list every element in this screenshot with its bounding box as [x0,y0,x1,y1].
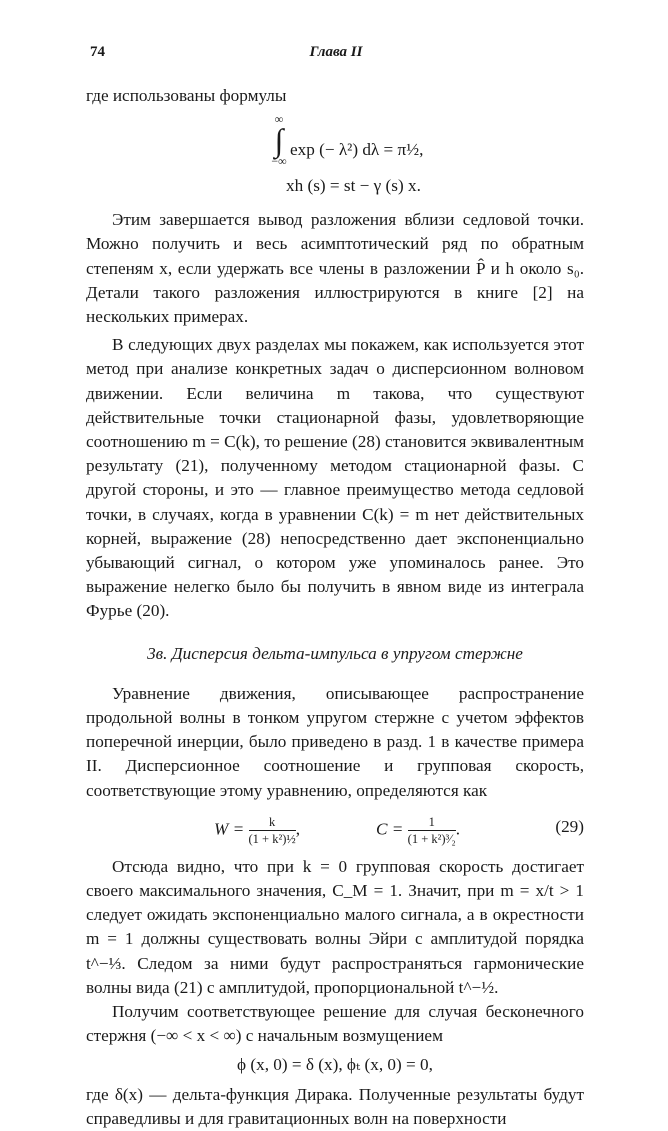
paragraph-5: Получим соответствующее решение для случая бесконечного стержня (−∞ < x < ∞) с начальным возмущением [86,1002,584,1046]
eq29-c-fraction [408,815,456,846]
equation-29-c [376,815,460,846]
equation-29 [86,805,584,853]
integral-sign: ∫ [274,122,284,159]
eq29-w-fraction [249,815,296,846]
equation-initial-conditions: ϕ (x, 0) = δ (x), ϕₜ (x, 0) = 0, [237,1054,433,1074]
paragraph-3: Уравнение движения, описывающее распространение продольной волны в тонком упругом стержне с учетом эффектов поперечной инерции, было приведено в разд. 1 в качестве примера II. Дисперсионное соотношение и групповая скорость, соответствующие этому уравнению, определяются как [86,683,584,800]
eq29-end: . [455,819,461,839]
equation-block-integral [86,108,584,198]
paragraph-4: Отсюда видно, что при k = 0 групповая скорость достигает своего максимального значения, C_M = 1. Значит, при m = x/t > 1 следует ожидать экспоненциально малого сигнала, а в окрестности m = 1 должны существовать волны Эйри с амплитудой порядка t^−⅓. Следом за ними будут распространяться гармонические волны вида (21) с амплитудой, пропорциональной t^−½. [86,856,584,997]
eq29-w-lhs: W = [214,819,245,839]
eq29-w-numerator: k [249,815,296,831]
equation-integral: exp (− λ²) dλ = π½, [290,140,424,160]
eq29-separator: , [295,819,301,839]
chapter-title: Глава II [309,44,363,60]
paragraph-6: где δ(x) — дельта-функция Дирака. Полученные результаты будут справедливы и для гравитационных волн на поверхности [86,1084,584,1128]
eq29-c-numerator: 1 [408,815,456,831]
eq29-c-lhs: C = [376,819,404,839]
equation-xh: xh (s) = st − γ (s) x. [286,176,421,196]
eq29-w-denominator: (1 + k²)½ [248,831,296,846]
integral-lower-limit: −∞ [271,154,287,169]
page-body [86,84,584,1131]
paragraph-1: Этим завершается вывод разложения вблизи седловой точки. Можно получить и весь асимптотический ряд по обратным степеням x, если удержать все члены в разложении P̂ и h около s₀. Детали такого разложения иллюстрируются в книге [2] на нескольких примерах. [86,210,584,327]
equation-29-w [214,815,300,846]
page-header [90,44,582,68]
paragraph-intro: где использованы формулы [86,86,287,105]
equation-number: (29) [555,816,584,836]
paragraph-2: В следующих двух разделах мы покажем, как используется этот метод при анализе конкретных задач о дисперсионном волновом движении. Если величина m такова, что существуют действительные точки стационарной фазы, удовлетворяющие соотношению m = C(k), то решение (28) становится эквивалентным результату (21), полученному методом стационарной фазы. С другой стороны, и это — главное преимущество метода седловой точки, в случаях, когда в уравнении C(k) = m нет действительных корней, выражение (28) непосредственно дает экспоненциально убывающий сигнал, о котором уже упоминалось ранее. Это выражение нелегко было бы получить в явном виде из интеграла Фурье (20). [86,335,584,621]
eq29-c-denominator: (1 + k²)³⁄₂ [407,831,456,846]
section-title: 3в. Дисперсия дельта-импульса в упругом стержне [147,643,523,663]
page-number: 74 [90,44,105,60]
integral-upper-limit: ∞ [274,112,284,127]
